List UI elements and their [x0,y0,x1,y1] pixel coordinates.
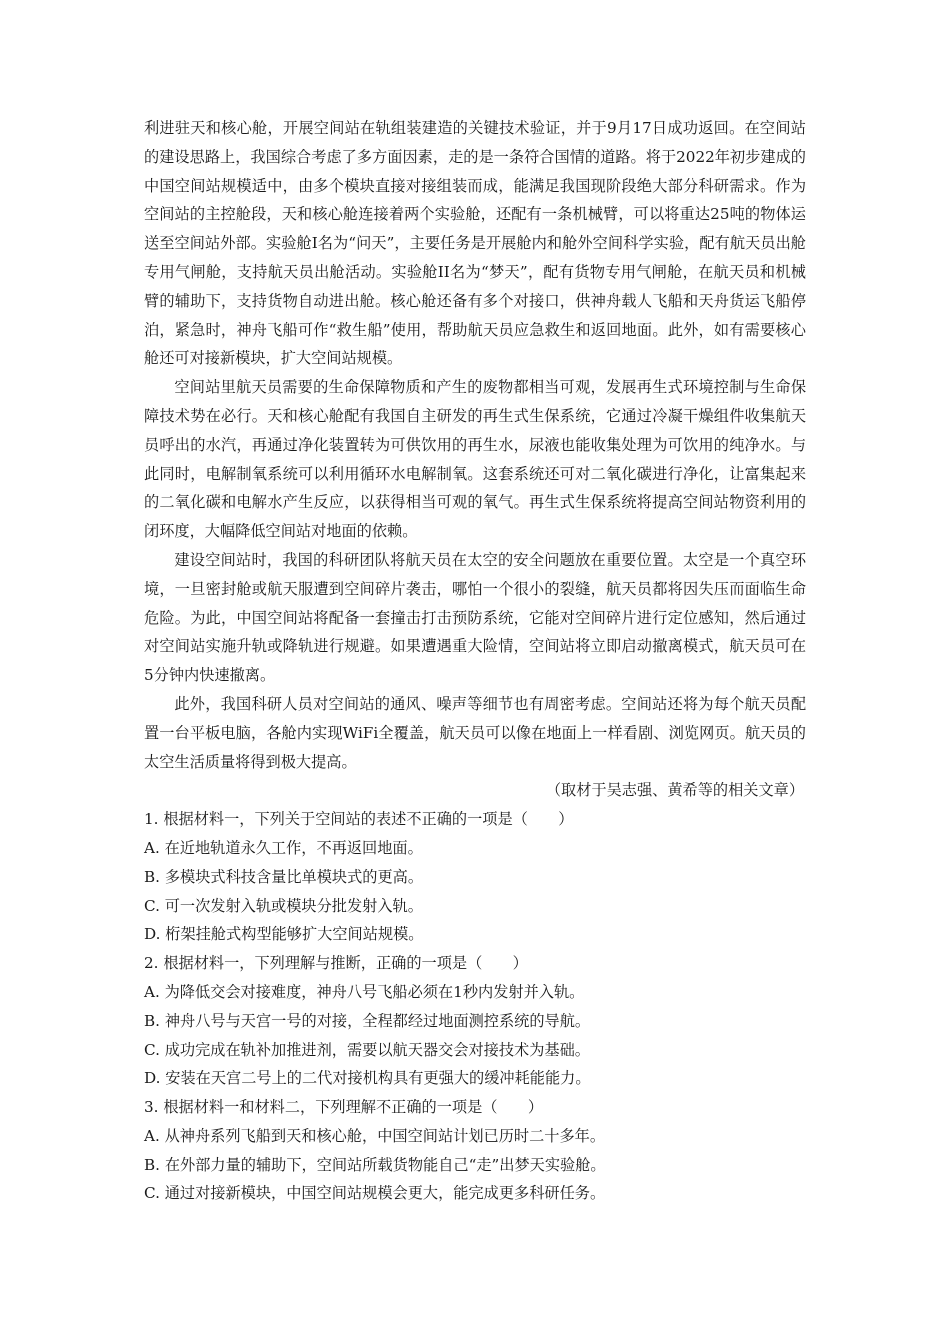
article-paragraph-1: 利进驻天和核心舱，开展空间站在轨组装建造的关键技术验证，并于9月17日成功返回。在空间站的建设思路上，我国综合考虑了多方面因素，走的是一条符合国情的道路。将于2022年初步建成的中国空间站规模适中，由多个模块直接对接组装而成，能满足我国现阶段绝大部分科研需求。作为空间站的主控舱段，天和核心舱连接着两个实验舱，还配有一条机械臂，可以将重达25吨的物体运送至空间站外部。实验舱I名为“问天”，主要任务是开展舱内和舱外空间科学实验，配有航天员出舱专用气闸舱，支持航天员出舱活动。实验舱II名为“梦天”，配有货物专用气闸舱，在航天员和机械臂的辅助下，支持货物自动进出舱。核心舱还备有多个对接口，供神舟载人飞船和天舟货运飞船停泊，紧急时，神舟飞船可作“救生船”使用，帮助航天员应急救生和返回地面。此外，如有需要核心舱还可对接新模块，扩大空间站规模。 [144,119,806,368]
article-paragraph-2: 空间站里航天员需要的生命保障物质和产生的废物都相当可观，发展再生式环境控制与生命保障技术势在必行。天和核心舱配有我国自主研发的再生式生保系统，它通过冷凝干燥组件收集航天员呼出的水汽，再通过净化装置转为可供饮用的再生水，尿液也能收集处理为可饮用的纯净水。与此同时，电解制氧系统可以利用循环水电解制氧。这套系统还可对二氧化碳进行净化，让富集起来的二氧化碳和电解水产生反应，以获得相当可观的氧气。再生式生保系统将提高空间站物资利用的闭环度，大幅降低空间站对地面的依赖。 [144,378,806,541]
question-stem: 3. 根据材料一和材料二，下列理解不正确的一项是（ ） [144,1098,544,1117]
option-c: C. 成功完成在轨补加推进剂，需要以航天器交会对接技术为基础。 [144,1040,590,1059]
option-c: C. 通过对接新模块，中国空间站规模会更大，能完成更多科研任务。 [144,1184,606,1203]
option-d: D. 安装在天宫二号上的二代对接机构具有更强大的缓冲耗能能力。 [144,1069,591,1088]
article-paragraph-3: 建设空间站时，我国的科研团队将航天员在太空的安全问题放在重要位置。太空是一个真空环境，一旦密封舱或航天服遭到空间碎片袭击，哪怕一个很小的裂缝，航天员都将因失压而面临生命危险。为此，中国空间站将配备一套撞击打击预防系统，它能对空间碎片进行定位感知，然后通过对空间站实施升轨或降轨进行规避。如果遭遇重大险情，空间站将立即启动撤离模式，航天员可在5分钟内快速撤离。 [144,550,806,685]
option-c: C. 可一次发射入轨或模块分批发射入轨。 [144,896,423,915]
question-1 [144,805,806,949]
article-source: （取材于吴志强、黄希等的相关文章） [545,781,804,800]
question-stem: 2. 根据材料一，下列理解与推断，正确的一项是（ ） [144,954,528,973]
option-a: A. 从神舟系列飞船到天和核心舱，中国空间站计划已历时二十多年。 [144,1126,606,1145]
article-paragraph-4: 此外，我国科研人员对空间站的通风、噪声等细节也有周密考虑。空间站还将为每个航天员配置一台平板电脑，各舱内实现WiFi全覆盖，航天员可以像在地面上一样看剧、浏览网页。航天员的太空生活质量将得到极大提高。 [144,694,806,771]
option-a: A. 为降低交会对接难度，神舟八号飞船必须在1秒内发射并入轨。 [144,982,585,1001]
document-page [144,114,806,1208]
option-b: B. 神舟八号与天宫一号的对接，全程都经过地面测控系统的导航。 [144,1011,591,1030]
question-2 [144,949,806,1093]
question-stem: 1. 根据材料一，下列关于空间站的表述不正确的一项是（ ） [144,810,574,829]
option-a: A. 在近地轨道永久工作，不再返回地面。 [144,838,423,857]
option-d: D. 桁架挂舱式构型能够扩大空间站规模。 [144,925,424,944]
option-b: B. 多模块式科技含量比单模块式的更高。 [144,867,424,886]
option-b: B. 在外部力量的辅助下，空间站所载货物能自己“走”出梦天实验舱。 [144,1155,606,1174]
question-3 [144,1093,806,1208]
